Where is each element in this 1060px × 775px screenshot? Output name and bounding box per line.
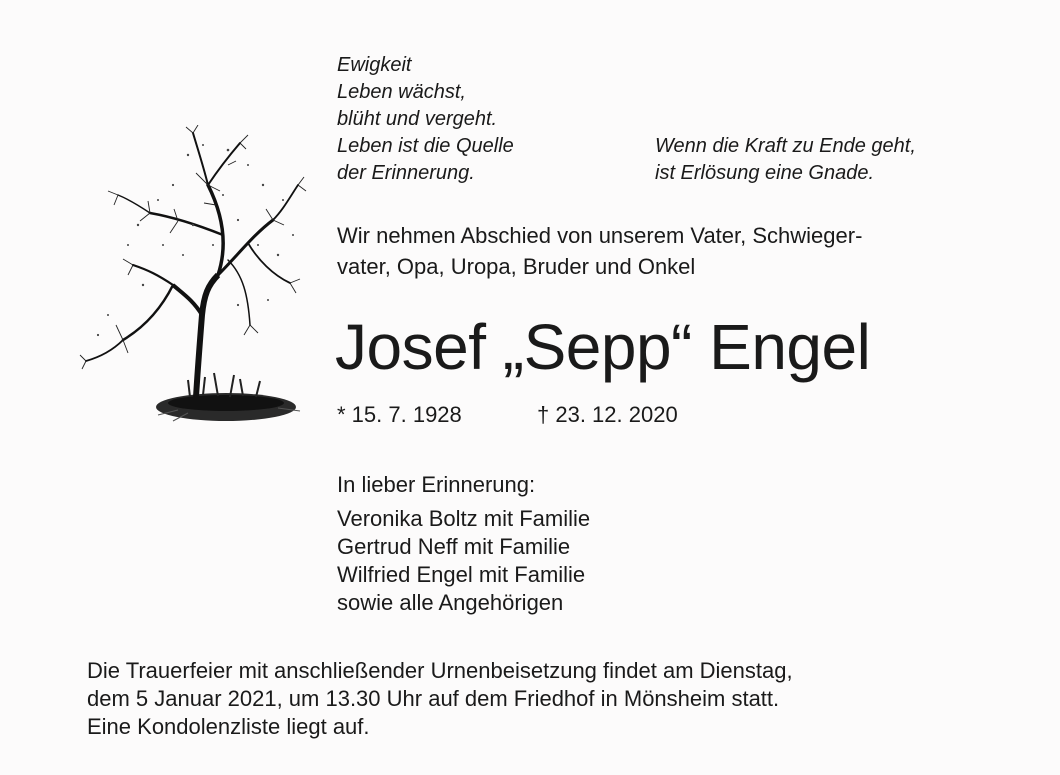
mourner: Wilfried Engel mit Familie	[337, 562, 586, 587]
remembrance-heading: In lieber Erinnerung:	[337, 472, 536, 497]
service-line: Die Trauerfeier mit anschließender Urnenbeisetzung findet am Dienstag,	[87, 658, 793, 683]
service-line: dem 5 Januar 2021, um 13.30 Uhr auf dem Friedhof in Mönsheim statt.	[87, 686, 780, 711]
poem-line: Leben wächst,	[337, 81, 466, 103]
tree-illustration	[78, 125, 308, 430]
service-info	[87, 657, 793, 741]
poem-left	[337, 52, 514, 187]
intro-line: vater, Opa, Uropa, Bruder und Onkel	[337, 254, 696, 279]
intro-line: Wir nehmen Abschied von unserem Vater, Schwieger-	[337, 223, 863, 248]
service-line: Eine Kondolenzliste liegt auf.	[87, 714, 370, 739]
mourner: Veronika Boltz mit Familie	[337, 506, 591, 531]
intro-text	[337, 220, 862, 282]
poem-line: Ewigkeit	[337, 54, 412, 76]
poem-line: ist Erlösung eine Gnade.	[655, 162, 875, 184]
birth-date: * 15. 7. 1928	[337, 402, 462, 427]
poem-right	[655, 133, 916, 187]
mourners-section	[337, 471, 590, 617]
poem-line: Leben ist die Quelle	[337, 135, 514, 157]
mourner: sowie alle Angehörigen	[337, 590, 564, 615]
poem-line: der Erinnerung.	[337, 162, 475, 184]
poem-line: blüht und vergeht.	[337, 108, 498, 130]
life-dates	[337, 401, 678, 429]
poem-line: Wenn die Kraft zu Ende geht,	[655, 135, 916, 157]
mourner: Gertrud Neff mit Familie	[337, 534, 571, 559]
deceased-name: Josef „Sepp“ Engel	[335, 311, 871, 383]
death-date: † 23. 12. 2020	[537, 402, 678, 427]
